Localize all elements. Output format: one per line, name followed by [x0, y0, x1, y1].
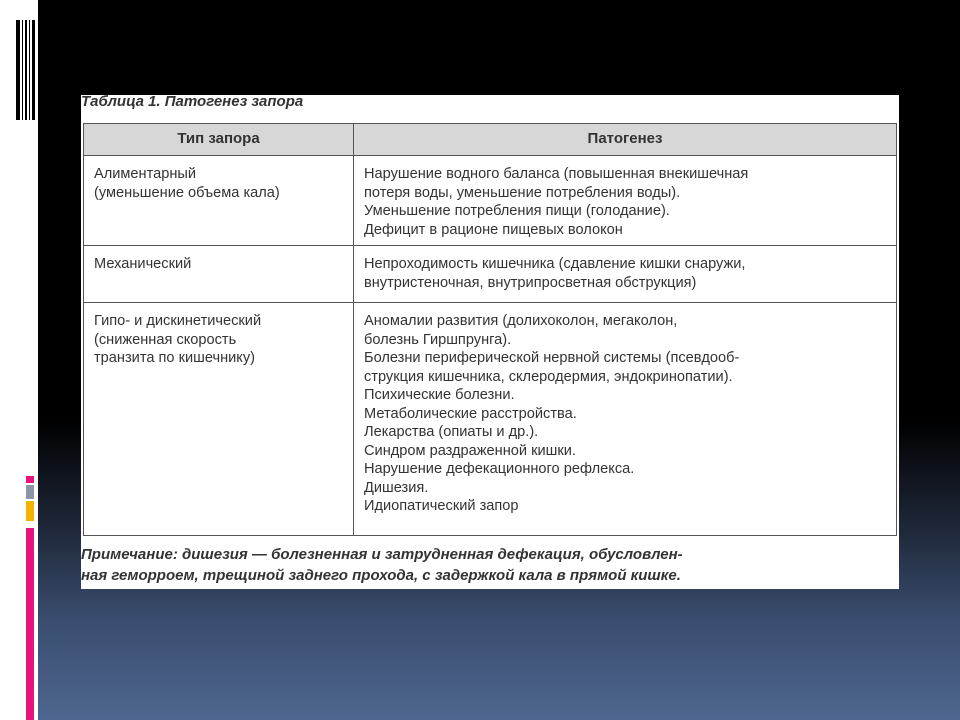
table-title: Таблица 1. Патогенез запора — [81, 95, 304, 110]
pathogenesis-table — [83, 123, 897, 536]
pathogenesis-cell — [354, 303, 897, 536]
table-image — [81, 95, 899, 589]
table-row — [84, 156, 897, 246]
pathogenesis-cell — [354, 156, 897, 246]
cell-line: (сниженная скорость — [94, 331, 237, 348]
decorative-squares — [26, 476, 34, 523]
cell-line: транзита по кишечнику) — [94, 350, 255, 366]
table-row — [84, 303, 897, 536]
cell-line: Непроходимость кишечника (сдавление кишки снаружи, — [364, 256, 746, 272]
cell-line: болезнь Гиршпрунга). — [364, 331, 512, 348]
type-cell — [84, 156, 354, 246]
table-note — [81, 544, 899, 586]
cell-line: Лекарства (опиаты и др.). — [364, 424, 539, 440]
cell-line: Дефицит в рационе пищевых волокон — [364, 221, 623, 238]
pathogenesis-cell — [354, 246, 897, 303]
decorative-lines — [16, 20, 36, 120]
cell-line: Механический — [94, 256, 192, 272]
decorative-square-gray — [26, 485, 34, 499]
cell-line: Уменьшение потребления пищи (голодание). — [364, 203, 670, 219]
cell-line: струкция кишечника, склеродермия, эндокринопатии). — [364, 368, 733, 385]
column-header-type: Тип запора — [84, 124, 354, 156]
type-cell — [84, 303, 354, 536]
cell-line: (уменьшение объема кала) — [94, 184, 280, 201]
cell-line: потеря воды, уменьшение потребления воды). — [364, 184, 681, 201]
cell-line: Аномалии развития (долихоколон, мегаколон, — [364, 313, 678, 329]
note-line: ная геморроем, трещиной заднего прохода, с задержкой кала в прямой кишке. — [81, 567, 681, 584]
cell-line: Нарушение дефекационного рефлекса. — [364, 461, 635, 477]
cell-line: Дишезия. — [364, 479, 429, 496]
cell-line: Гипо- и дискинетический — [94, 313, 262, 329]
cell-line: Синдром раздраженной кишки. — [364, 442, 576, 459]
table-header-row — [84, 124, 897, 156]
decorative-pink-bar — [26, 528, 34, 720]
cell-line: Алиментарный — [94, 166, 197, 182]
note-line: Примечание: дишезия — болезненная и затрудненная дефекация, обусловлен- — [81, 546, 683, 563]
cell-line: Нарушение водного баланса (повышенная внекишечная — [364, 166, 749, 182]
table-row — [84, 246, 897, 303]
cell-line: Психические болезни. — [364, 387, 515, 403]
cell-line: Болезни периферической нервной системы (псевдооб- — [364, 350, 740, 366]
decorative-square-gold — [26, 501, 34, 521]
type-cell — [84, 246, 354, 303]
cell-line: внутристеночная, внутрипросветная обструкция) — [364, 274, 697, 291]
decorative-square-pink — [26, 476, 34, 483]
cell-line: Идиопатический запор — [364, 498, 519, 514]
cell-line: Метаболические расстройства. — [364, 405, 577, 422]
column-header-pathogenesis: Патогенез — [354, 124, 897, 156]
